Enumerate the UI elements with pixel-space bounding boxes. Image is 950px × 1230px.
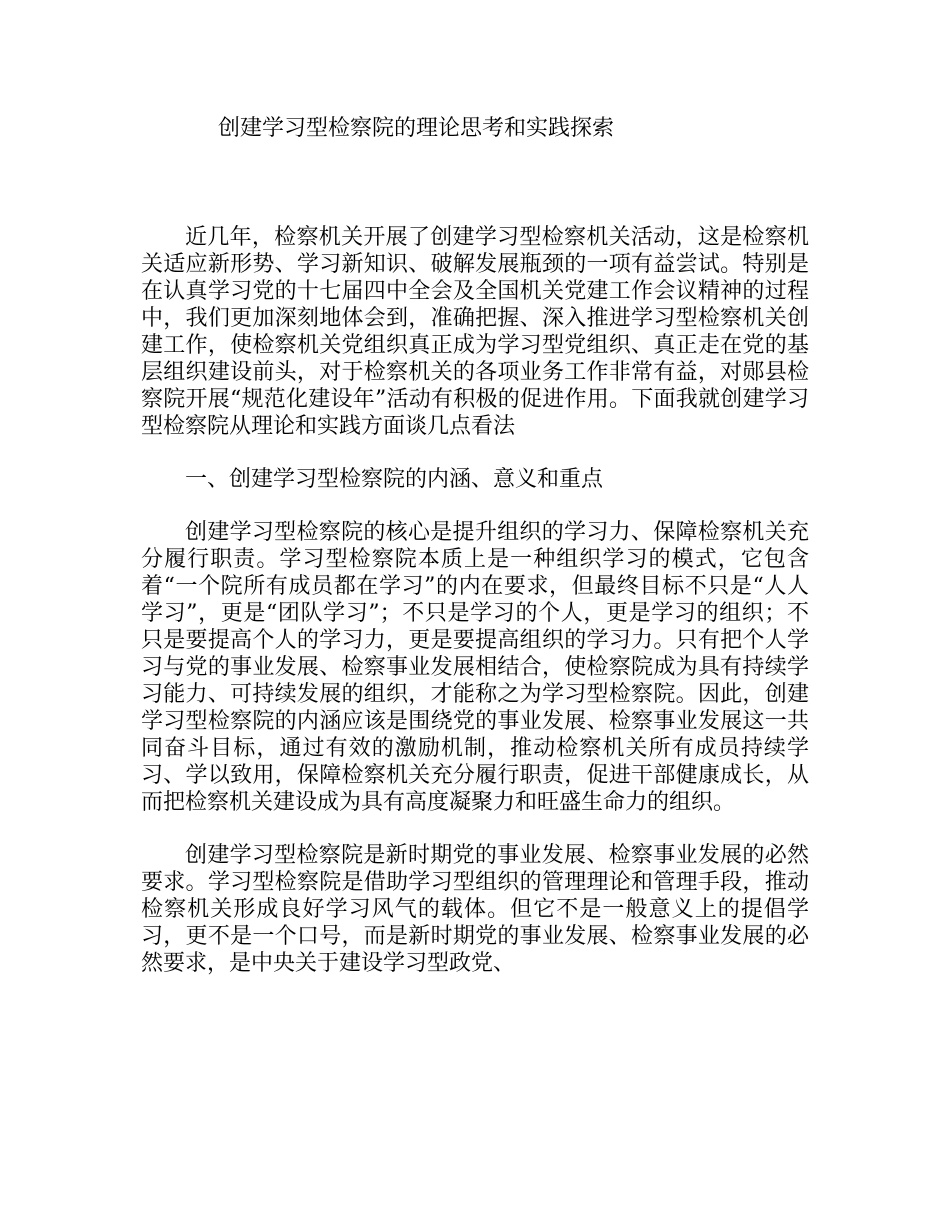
paragraph-connotation: 创建学习型检察院的核心是提升组织的学习力、保障检察机关充分履行职责。学习型检察院本质上是一种组织学习的模式，它包含着“一个院所有成员都在学习”的内在要求，但最终目标不只是“人人学习”，更是“团队学习”；不只是学习的个人，更是学习的组织；不只是要提高个人的学习力，更是要提高组织的学习力。只有把个人学习与党的事业发展、检察事业发展相结合，使检察院成为具有持续学习能力、可持续发展的组织，才能称之为学习型检察院。因此，创建学习型检察院的内涵应该是围绕党的事业发展、检察事业发展这一共同奋斗目标，通过有效的激励机制，推动检察机关所有成员持续学习、学以致用，保障检察机关充分履行职责，促进干部健康成长，从而把检察机关建设成为具有高度凝聚力和旺盛生命力的组织。	[141, 520, 809, 815]
section-heading: 一、创建学习型检察院的内涵、意义和重点	[185, 467, 604, 492]
paragraph-significance: 创建学习型检察院是新时期党的事业发展、检察事业发展的必然要求。学习型检察院是借助学习型组织的管理理论和管理手段，推动检察机关形成良好学习风气的载体。但它不是一般意义上的提倡学习，更不是一个口号，而是新时期党的事业发展、检察事业发展的必然要求，是中央关于建设学习型政党、	[141, 843, 809, 976]
document-body	[141, 224, 809, 977]
paragraph-intro: 近几年，检察机关开展了创建学习型检察机关活动，这是检察机关适应新形势、学习新知识、破解发展瓶颈的一项有益尝试。特别是在认真学习党的十七届四中全会及全国机关党建工作会议精神的过程中，我们更加深刻地体会到，准确把握、深入推进学习型检察机关创建工作，使检察机关党组织真正成为学习型党组织、真正走在党的基层组织建设前头，对于检察机关的各项业务工作非常有益，对郧县检察院开展“规范化建设年”活动有积极的促进作用。下面我就创建学习型检察院从理论和实践方面谈几点看法	[141, 225, 809, 439]
document-title: 创建学习型检察院的理论思考和实践探索	[218, 116, 615, 141]
